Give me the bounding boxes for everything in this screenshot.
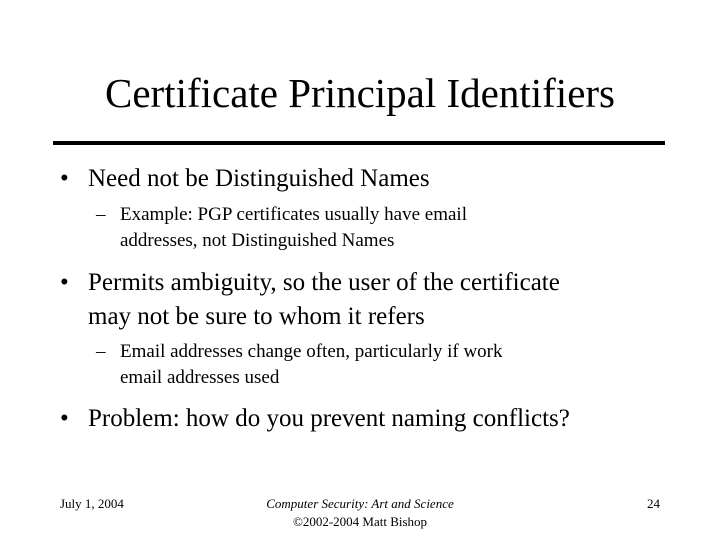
- sub-bullet-line: email addresses used: [120, 367, 280, 388]
- sub-bullet-mark: –: [96, 341, 106, 362]
- bullet-text: [88, 162, 708, 196]
- sub-bullet-line: Example: PGP certificates usually have email: [120, 204, 467, 225]
- bullet-line: Problem: how do you prevent naming conflicts?: [88, 405, 570, 432]
- sub-bullet-mark: –: [96, 204, 106, 225]
- bullet-mark: •: [60, 269, 69, 296]
- bullet-text: [88, 266, 708, 334]
- bullet-line: may not be sure to whom it refers: [88, 303, 425, 330]
- bullet-text: [88, 402, 708, 436]
- bullet-line: Permits ambiguity, so the user of the certificate: [88, 269, 560, 296]
- footer-credits: [210, 495, 510, 531]
- footer-copyright: ©2002-2004 Matt Bishop: [292, 514, 428, 529]
- footer-page-number: 24: [647, 496, 660, 511]
- sub-bullet-line: addresses, not Distinguished Names: [120, 230, 395, 251]
- footer-book-title: Computer Security: Art and Science: [266, 496, 454, 511]
- bullet-mark: •: [60, 405, 69, 432]
- slide-title: Certificate Principal Identifiers: [104, 70, 616, 116]
- sub-bullet-line: Email addresses change often, particularly if work: [120, 341, 503, 362]
- bullet-line: Need not be Distinguished Names: [88, 165, 430, 192]
- footer-date: July 1, 2004: [60, 496, 124, 511]
- sub-bullet-text: [120, 339, 680, 391]
- title-underline: [53, 141, 665, 145]
- sub-bullet-text: [120, 202, 680, 254]
- bullet-mark: •: [60, 165, 69, 192]
